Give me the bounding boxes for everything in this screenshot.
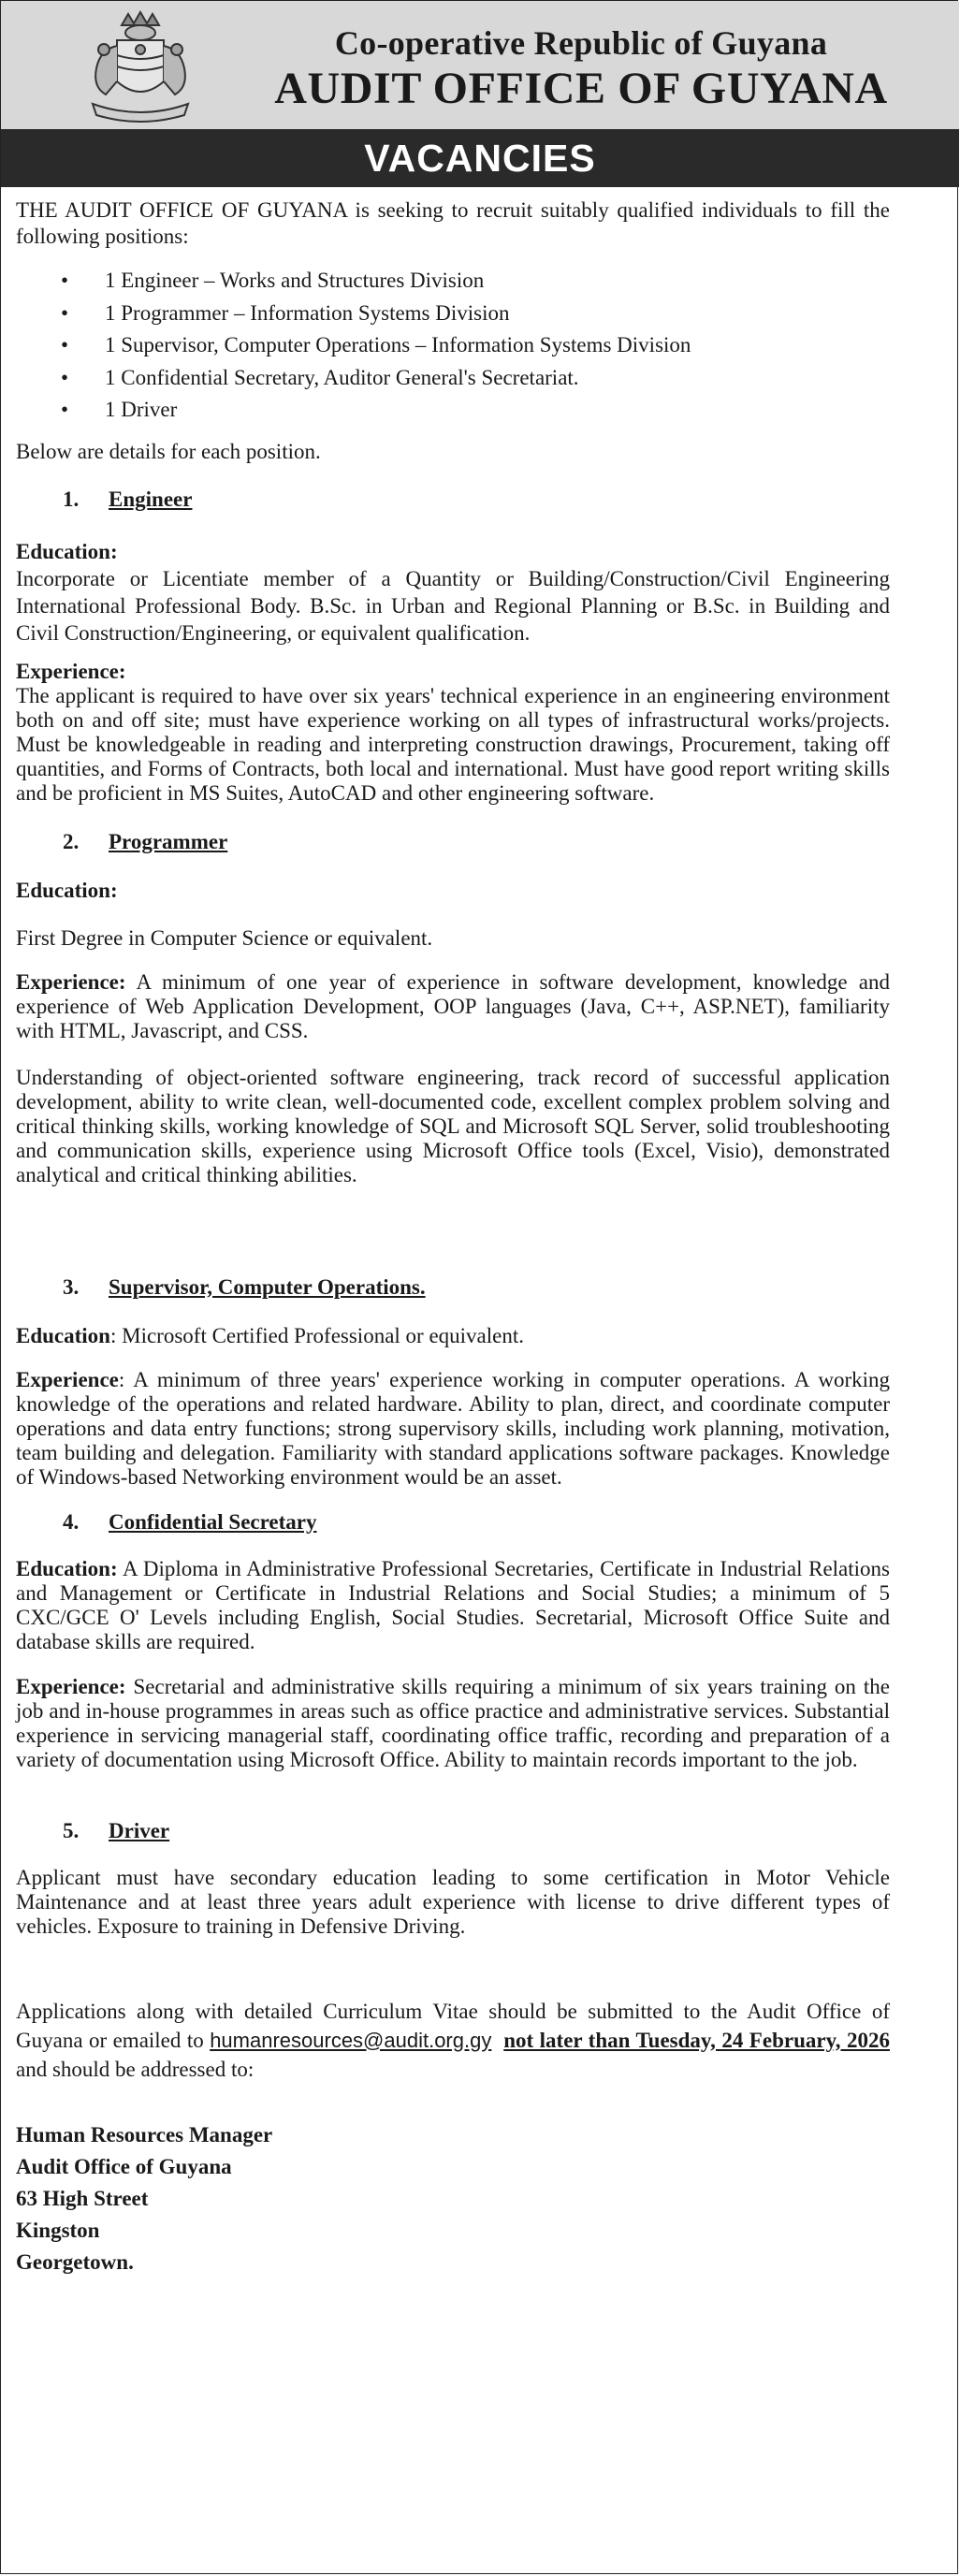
position-text: 1 Programmer – Information Systems Division (105, 300, 510, 325)
vacancies-banner (1, 129, 959, 187)
section-title: Engineer (109, 487, 193, 511)
section-heading-engineer (16, 486, 890, 514)
position-text: 1 Supervisor, Computer Operations – Information Systems Division (105, 333, 691, 357)
driver-requirements: Applicant must have secondary education leading to some certification in Motor Vehicle Maintenance and at least three years adult experience with license to drive different types of vehicles. Exposure to training in Defensive Driving. (16, 1865, 890, 1938)
header (1, 1, 959, 129)
mailing-address (16, 2119, 890, 2278)
section-title: Supervisor, Computer Operations. (109, 1274, 426, 1299)
experience-label: Experience: (16, 659, 126, 683)
secretary-education (16, 1557, 890, 1654)
address-line: Georgetown. (16, 2249, 134, 2274)
section-heading-supervisor (16, 1273, 890, 1302)
coat-of-arms-icon (80, 8, 201, 124)
section-title: Driver (109, 1818, 170, 1842)
section-number: 1. (63, 487, 80, 511)
section-number: 4. (63, 1509, 80, 1534)
secretary-experience (16, 1675, 890, 1772)
supervisor-experience-text: : A minimum of three years' experience working in computer operations. A working knowledge of the operations and related hardware. Ability to plan, direct, and coordinate computer operations and data entry functions; strong supervisory skills, including work planning, motivation, team building and delegation. Familiarity with standard applications software packages. Knowledge of Windows-based Networking environment would be an asset. (16, 1367, 890, 1489)
intro-paragraph: THE AUDIT OFFICE OF GUYANA is seeking to recruit suitably qualified individuals to fill the following positions: (16, 198, 890, 248)
education-label: Education: (16, 1556, 118, 1580)
engineer-education: Incorporate or Licentiate member of a Quantity or Building/Construction/Civil Engineering International Professional Body. B.Sc. in Urban and Regional Planning or B.Sc. in Building and Civil Construction/Engineering, or equivalent qualification. (16, 566, 890, 645)
section-number: 2. (63, 829, 80, 853)
secretary-education-text: A Diploma in Administrative Professional Secretaries, Certificate in Industrial Relations and Management or Certificate in Industrial Relations and Social Studies; a minimum of 5 CXC/GCE O' Levels including English, Social Studies. Secretarial, Microsoft Office Suite and database skills are required. (16, 1556, 890, 1653)
positions-list (16, 265, 890, 427)
section-number: 5. (63, 1818, 80, 1842)
engineer-experience: The applicant is required to have over six years' technical experience in an engineering environment both on and off site; must have experience working on all types of infrastructural works/projects. Must be knowledgeable in reading and interpreting construction drawings, Procurement, taking off quantities, and Forms of Contracts, both local and international. Must have good report writing skills and be proficient in MS Suites, AutoCAD and other engineering software. (16, 683, 890, 805)
supervisor-experience (16, 1368, 890, 1490)
list-item (16, 394, 890, 427)
application-instructions (16, 1997, 890, 2084)
education-label: Education (16, 1323, 110, 1347)
bullet-icon: • (61, 398, 69, 421)
secretary-experience-text: Secretarial and administrative skills requiring a minimum of six years training on the job and in-house programmes in areas such as office practice and administrative services. Substantial experience in servicing managerial staff, coordinating office traffic, recording and preparation of a variety of documentation using Microsoft Office. Ability to maintain records important to the job. (16, 1674, 890, 1771)
address-line: Human Resources Manager (16, 2122, 273, 2147)
position-text: 1 Engineer – Works and Structures Division (105, 269, 485, 292)
education-label: Education: (16, 878, 118, 902)
position-text: 1 Driver (105, 398, 178, 421)
section-heading-secretary (16, 1508, 890, 1536)
main-content (16, 197, 890, 2278)
section-number: 3. (63, 1274, 80, 1299)
bullet-icon: • (61, 365, 69, 389)
position-text: 1 Confidential Secretary, Auditor General's Secretariat. (105, 365, 579, 389)
programmer-education: First Degree in Computer Science or equivalent. (16, 925, 433, 950)
programmer-experience-text: A minimum of one year of experience in software development, knowledge and experience of Web Application Development, OOP languages (Java, C++, ASP.NET), familiarity with HTML, Javascript, and CSS. (16, 969, 891, 1042)
address-line: 63 High Street (16, 2186, 149, 2210)
list-item (16, 265, 890, 298)
address-line: Audit Office of Guyana (16, 2154, 232, 2178)
supervisor-education (16, 1322, 890, 1349)
bullet-icon: • (61, 333, 69, 357)
supervisor-education-text: : Microsoft Certified Professional or equivalent. (109, 1323, 524, 1347)
programmer-skills: Understanding of object-oriented software engineering, track record of successful application development, ability to write clean, well-documented code, excellent complex problem solving and critical thinking skills, working knowledge of SQL and Microsoft SQL Server, solid troubleshooting and communication skills, experience using Microsoft Office tools (Excel, Visio), demonstrated analytical and critical thinking abilities. (16, 1065, 890, 1186)
experience-label: Experience: (16, 969, 126, 994)
section-title: Programmer (109, 829, 228, 853)
experience-label: Experience (16, 1367, 119, 1391)
experience-label: Experience: (16, 1674, 126, 1698)
banner-title: VACANCIES (364, 137, 596, 180)
list-item (16, 298, 890, 330)
email-link[interactable]: humanresources@audit.org.gy (210, 2028, 492, 2052)
application-deadline: not later than Tuesday, 24 February, 2026 (503, 2028, 890, 2052)
programmer-experience (16, 970, 890, 1043)
apply-text-2: and should be addressed to: (16, 2057, 255, 2081)
bullet-icon: • (61, 269, 69, 292)
section-heading-programmer (16, 828, 890, 856)
section-heading-driver (16, 1817, 890, 1845)
republic-name: Co-operative Republic of Guyana (334, 24, 828, 62)
list-item (16, 362, 890, 395)
apply-text-1: Applications along with detailed Curriculum Vitae should be submitted to the Audit Office of Guyana or emailed to (16, 1999, 890, 2052)
education-label: Education: (16, 539, 118, 563)
bullet-icon: • (61, 300, 69, 325)
section-title: Confidential Secretary (109, 1509, 317, 1534)
address-line: Kingston (16, 2218, 100, 2242)
list-item (16, 329, 890, 362)
office-name: AUDIT OFFICE OF GUYANA (274, 64, 888, 113)
details-intro: Below are details for each position. (16, 439, 321, 463)
